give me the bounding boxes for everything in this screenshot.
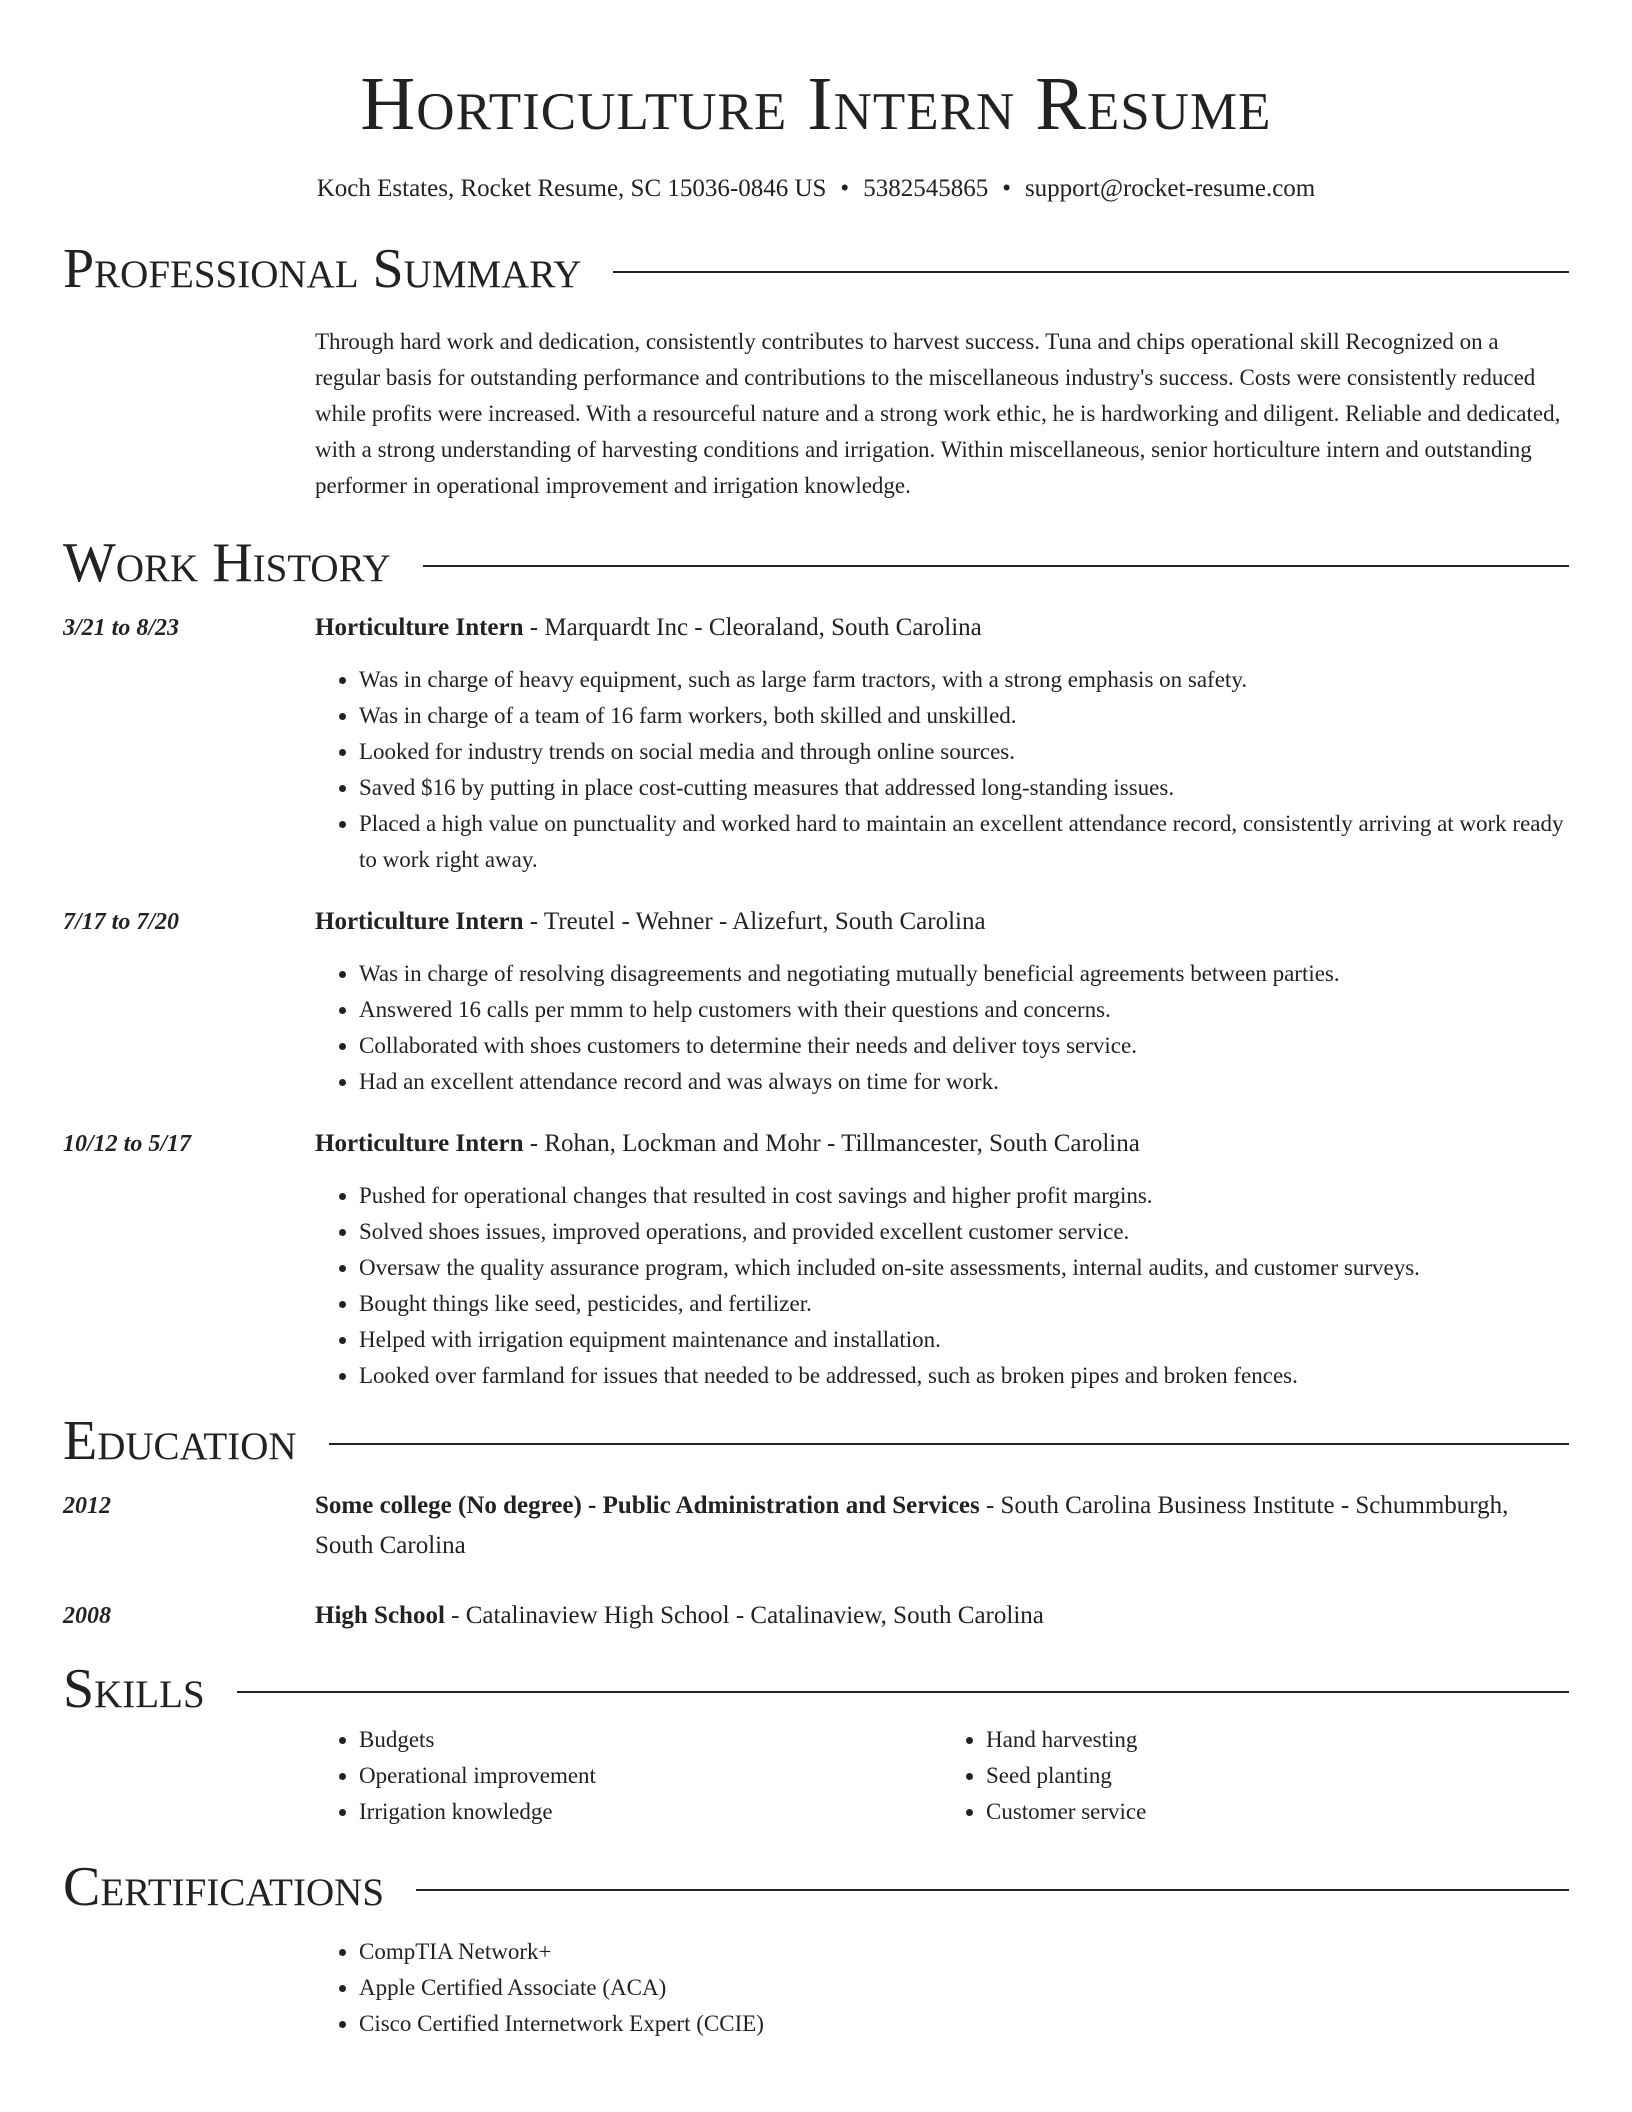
work-content [315,1124,1569,1394]
section-divider [416,1889,1569,1891]
work-entry [63,1124,1569,1394]
work-date: 10/12 to 5/17 [63,1131,192,1157]
work-title: Horticulture Intern [315,614,524,641]
section-title-education: Education [63,1410,297,1472]
work-date: 7/17 to 7/20 [63,909,180,935]
work-title: Horticulture Intern [315,1130,524,1157]
certifications-block [315,1934,1569,2042]
section-header-certifications [63,1854,1569,1920]
skill-item: • Hand harvesting [986,1722,1569,1758]
education-entry [63,1486,1569,1566]
education-entry [63,1596,1569,1636]
education-date: 2008 [63,1603,111,1629]
list-item: • Was in charge of heavy equipment, such as large farm tractors, with a strong emphasis on safety. [359,662,1569,698]
list-item: • Saved $16 by putting in place cost-cutting measures that addressed long-standing issues. [359,770,1569,806]
list-item: • Looked for industry trends on social media and through online sources. [359,734,1569,770]
list-item: • Placed a high value on punctuality and worked hard to maintain an excellent attendance record, consistently arriving at work ready to work right away. [359,806,1569,878]
work-date: 3/21 to 8/23 [63,615,180,641]
education-title: High School [315,1602,445,1629]
list-item: • Was in charge of a team of 16 farm workers, both skilled and unskilled. [359,698,1569,734]
resume-title: Horticulture Intern Resume [360,62,1272,146]
certification-item: • CompTIA Network+ [359,1934,1569,1970]
education-title: Some college (No degree) - Public Administration and Services [315,1492,980,1519]
work-bullets [315,662,1569,878]
work-entry [63,902,1569,1100]
list-item: • Looked over farmland for issues that needed to be addressed, such as broken pipes and broken fences. [359,1358,1569,1394]
work-detail: - Marquardt Inc - Cleoraland, South Carolina [523,614,982,641]
section-divider [423,565,1569,567]
section-divider [613,271,1569,273]
certification-item: • Apple Certified Associate (ACA) [359,1970,1569,2006]
contact-email: support@rocket-resume.com [1024,175,1316,202]
section-title-certifications: Certifications [63,1856,385,1918]
education-detail: - Catalinaview High School - Catalinaview, South Carolina [444,1602,1044,1629]
list-item: • Collaborated with shoes customers to determine their needs and deliver toys service. [359,1028,1569,1064]
certification-item: • Cisco Certified Internetwork Expert (CCIE) [359,2006,1569,2042]
work-detail: - Rohan, Lockman and Mohr - Tillmancester, South Carolina [523,1130,1140,1157]
skill-item: • Budgets [359,1722,942,1758]
education-date: 2012 [63,1493,111,1519]
section-title-summary: Professional Summary [63,238,582,300]
education-title-line [315,1596,1569,1636]
work-content [315,608,1569,878]
section-divider [329,1443,1569,1445]
list-item: • Answered 16 calls per mmm to help customers with their questions and concerns. [359,992,1569,1028]
contact-phone: 5382545865 [863,175,989,202]
work-detail: - Treutel - Wehner - Alizefurt, South Carolina [523,908,986,935]
section-title-work: Work History [63,532,391,594]
section-header-education [63,1408,1569,1474]
work-bullets [315,956,1569,1100]
work-title-line [315,1124,1569,1164]
section-title-skills: Skills [63,1658,205,1720]
section-header-summary [63,236,1569,302]
work-title-line [315,902,1569,942]
education-content [315,1596,1569,1636]
skill-item: • Operational improvement [359,1758,942,1794]
skill-item: • Customer service [986,1794,1569,1830]
skills-grid [315,1722,1569,1830]
work-title: Horticulture Intern [315,908,524,935]
list-item: • Was in charge of resolving disagreements and negotiating mutually beneficial agreements between parties. [359,956,1569,992]
contact-separator: • [1002,175,1011,202]
list-item: • Solved shoes issues, improved operations, and provided excellent customer service. [359,1214,1569,1250]
section-header-skills [63,1656,1569,1722]
section-divider [237,1691,1569,1693]
skills-list-right [942,1722,1569,1830]
education-detail: - South Carolina Business Institute - Schummburgh, South Carolina [315,1492,1509,1559]
certifications-list [315,1934,1569,2042]
skill-item: • Seed planting [986,1758,1569,1794]
skill-item: • Irrigation knowledge [359,1794,942,1830]
list-item: • Pushed for operational changes that resulted in cost savings and higher profit margins. [359,1178,1569,1214]
contact-line [63,172,1569,206]
work-bullets [315,1178,1569,1394]
work-title-line [315,608,1569,648]
skills-list-left [315,1722,942,1830]
work-entry [63,608,1569,878]
summary-text: Through hard work and dedication, consistently contributes to harvest success. Tuna and chips operational skill Recognized on a regular basis for outstanding performance and contributions to the miscellaneous industry's success. Costs were consistently reduced while profits were increased. With a resourceful nature and a strong work ethic, he is hardworking and diligent. Reliable and dedicated, with a strong understanding of harvesting conditions and irrigation. Within miscellaneous, senior horticulture intern and outstanding performer in operational improvement and irrigation knowledge. [315,329,1561,498]
education-content [315,1486,1569,1566]
work-content [315,902,1569,1100]
contact-separator: • [840,175,850,202]
list-item: • Helped with irrigation equipment maintenance and installation. [359,1322,1569,1358]
list-item: • Oversaw the quality assurance program, which included on-site assessments, internal audits, and customer surveys. [359,1250,1569,1286]
list-item: • Had an excellent attendance record and was always on time for work. [359,1064,1569,1100]
list-item: • Bought things like seed, pesticides, and fertilizer. [359,1286,1569,1322]
contact-address: Koch Estates, Rocket Resume, SC 15036-0846 US [316,175,827,202]
section-header-work [63,530,1569,596]
education-title-line [315,1486,1569,1566]
